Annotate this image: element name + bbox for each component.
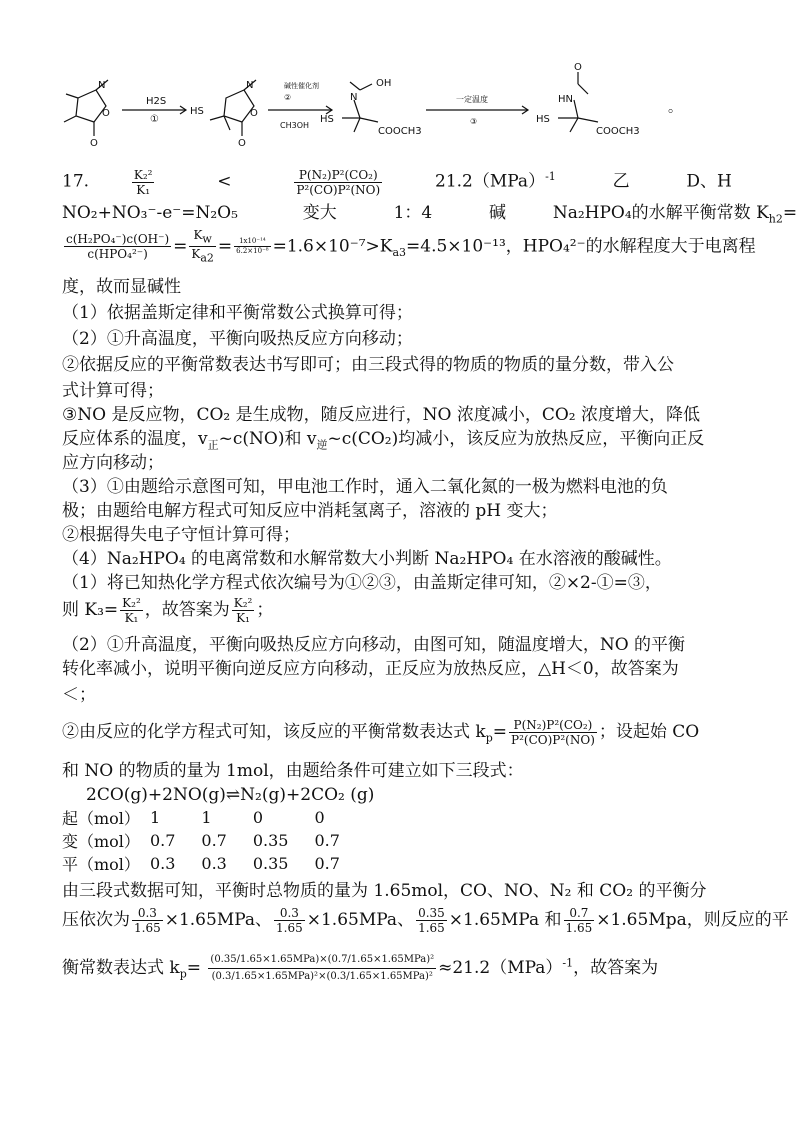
- hydrolysis-fraction-3-den: 6.2×10⁻⁸: [236, 247, 269, 256]
- reaction-scheme: [58, 60, 758, 170]
- reagent-base-catalyst: 碱性催化剂: [284, 82, 319, 90]
- ice-cell: 0: [252, 808, 264, 827]
- partial-no: $\frac{0.3}{1.65}$: [276, 906, 303, 935]
- answer-dh: D、H: [686, 171, 732, 192]
- k-fraction: [132, 168, 155, 197]
- explain-line-11: （4）Na₂HPO₄ 的电离常数和水解常数大小判断 Na₂HPO₄ 在水溶液的酸碱性。: [62, 549, 672, 569]
- explain-line-20: 压依次为 $\frac{0.3}{1.65}$ ×1.65MPa、 $\frac{0.3}{1.65}$ ×1.65MPa、 $\frac{0.35}{1.65}$ ×1.65MPa 和 $\frac{0.7}{1.65}$ ×1.65Mpa，则反应的平: [62, 906, 789, 935]
- answer-change: 变大: [302, 203, 337, 223]
- explain-line-21: 衡常数表达式 $k_p=$ $\frac{\text{(0.35/1.65×1.65MPa)×(0.7/1.65×1.65MPa)²}}{\text{(0.3/1.65×1.65MPa)²×(0.3/1.65×1.65MPa)²}}$ ≈21.2（MPa）$^{-1}$，故答案为: [62, 952, 762, 1016]
- kp-final-fraction: [208, 952, 436, 985]
- kp-fraction-num: P(N₂)P²(CO₂): [294, 168, 382, 183]
- hydrolysis-fraction-3: [234, 237, 270, 256]
- ice-cell: 0.7: [201, 831, 227, 850]
- ka2-den: $K_{a2}$: [191, 247, 214, 265]
- explain-line-9: 极；由题给电解方程式可知反应中消耗氢离子，溶液的 pH 变大；: [62, 501, 558, 521]
- oh-label: OH: [376, 78, 392, 89]
- n-label-3: N: [350, 92, 358, 103]
- hydrolysis-result: =1.6×10⁻⁷>K: [272, 236, 393, 257]
- ring-o-label-2: O: [250, 108, 258, 119]
- hydrolysis-fraction-2: [189, 228, 216, 266]
- explain-line-2: （2）①升高温度，平衡向吸热反应方向移动；: [62, 329, 413, 349]
- explain-line-7: 应方向移动；: [62, 453, 164, 473]
- ice-row-label: 平（mol）: [62, 855, 140, 874]
- explain-line-6: 反应体系的温度，$v_正\sim c(NO)$和 $v_逆\sim c(CO_2)$均减小，该反应为放热反应，平衡向正反: [62, 429, 705, 452]
- explain-line-18: 和 NO 的物质的量为 1mol，由题给条件可建立如下三段式：: [62, 761, 524, 781]
- reagent-temperature: 一定温度: [456, 95, 488, 104]
- ice-cell: 0.35: [252, 854, 289, 873]
- hydrolysis-fraction-1-den: c(HPO₄²⁻): [87, 247, 148, 262]
- explain-line-17: ②由反应的化学方程式可知，该反应的平衡常数表达式 $k_p=$ $\frac{\text{P(N₂)P²(CO₂)}}{\text{P²(CO)P²(NO)}}$ ；设起始 CO: [62, 718, 700, 747]
- ice-cell: 0.35: [252, 831, 289, 850]
- explain-line-15: 转化率减小，说明平衡向逆反应方向移动，正反应为放热反应，△H＜0，故答案为: [62, 659, 679, 679]
- hydrolysis-sub: h2: [768, 212, 783, 226]
- ester-label-2: COOCH3: [596, 126, 640, 137]
- ice-row-label: 变（mol）: [62, 832, 140, 851]
- hs-label-1: HS: [190, 106, 204, 117]
- kp-final-num: (0.35/1.65×1.65MPa)×(0.7/1.65×1.65MPa)²: [208, 952, 436, 969]
- explain-line-4: 式计算可得；: [62, 381, 164, 401]
- hydrolysis-fraction-1-num: c(H₂PO₄⁻)c(OH⁻): [66, 232, 170, 247]
- period: 。: [668, 100, 682, 116]
- ring-n-label: N: [98, 80, 106, 91]
- reaction-scheme-drawing: [58, 60, 758, 170]
- hn-label: HN: [558, 94, 573, 105]
- kp-exp: -1: [545, 170, 556, 183]
- ice-cell: 0.3: [201, 854, 227, 873]
- carbonyl-o-label-2: O: [238, 138, 246, 149]
- k-fraction-den: K₁: [136, 182, 151, 197]
- answer-yi: 乙: [612, 171, 630, 192]
- reagent-h2s: H2S: [146, 96, 167, 107]
- explain-line-1: （1）依据盖斯定律和平衡常数公式换算可得；: [62, 303, 413, 323]
- explain-line-10: ②根据得失电子守恒计算可得；: [62, 525, 300, 545]
- ice-cell: 0.7: [314, 831, 340, 850]
- explain-line-8: （3）①由题给示意图可知，甲电池工作时，通入二氧化氮的一极为燃料电池的负: [62, 477, 668, 497]
- answer-line-4: 度，故而显碱性: [62, 277, 181, 297]
- explain-line-19: 由三段式数据可知，平衡时总物质的量为 1.65mol，CO、NO、N₂ 和 CO₂ 的平衡分: [62, 881, 707, 901]
- ice-row-label: 起（mol）: [62, 809, 140, 828]
- ice-row: [62, 829, 366, 852]
- partial-n2: $\frac{0.35}{1.65}$: [418, 906, 445, 935]
- kp-value: 21.2（MPa）: [435, 171, 546, 192]
- kp-fraction: [294, 168, 382, 197]
- explain-line-5: ③NO 是反应物，CO₂ 是生成物，随反应进行，NO 浓度减小，CO₂ 浓度增大，降低: [62, 405, 700, 425]
- step-3: ③: [470, 117, 478, 126]
- hydrolysis-fraction-1: [64, 232, 171, 261]
- explain-line-13: 则 K₃= $\frac{\text{K₂²}}{\text{K₁}}$ ，故答案为 $\frac{\text{K₂²}}{\text{K₁}}$ ；: [62, 596, 274, 625]
- reagent-methanol: CH3OH: [280, 121, 310, 130]
- question-number: 17.: [62, 171, 90, 192]
- step-1: ①: [150, 114, 159, 125]
- explain-line-16: ＜；: [62, 685, 96, 705]
- hydrolysis-fraction-3-num: 1x10⁻¹⁴: [234, 237, 270, 247]
- ring-o-label: O: [102, 108, 110, 119]
- k3-fraction: $\frac{\text{K₂²}}{\text{K₁}}$: [122, 596, 141, 625]
- answer-base: 碱: [489, 203, 507, 223]
- carbonyl-o-label: O: [90, 138, 98, 149]
- k-fraction-num: K₂²: [133, 167, 153, 182]
- ice-row: [62, 806, 366, 829]
- answer-line-3: $\frac{\text{c(H₂PO₄⁻)c(OH⁻)}}{\text{c(HPO₄²⁻)}}$ = $\frac{K_w}{K_{a2}}$ = $\frac{\text{1x10⁻¹⁴}}{\text{6.2×10⁻⁸}}$ $=1.6\times 10^{-7}>K_{a3}=4.5\times 10^{-13}$，HPO₄²⁻的水解程度大于电离程: [66, 228, 756, 265]
- answer-ratio: 1：4: [393, 203, 433, 223]
- answer-line-17: [62, 166, 762, 196]
- kp-fraction-den: P²(CO)P²(NO): [296, 182, 381, 197]
- kw-num: $K_w$: [189, 228, 216, 247]
- anode-equation: NO₂+NO₃⁻-e⁻=N₂O₅: [62, 203, 238, 223]
- partial-co: $\frac{0.3}{1.65}$: [134, 906, 161, 935]
- ice-cell: 0.7: [149, 831, 176, 850]
- explain-line-12: （1）将已知热化学方程式依次编号为①②③，由盖斯定律可知，②×2-①=③，: [62, 573, 662, 593]
- ice-cell: 0: [314, 808, 325, 827]
- carbonyl-o-label-4: O: [574, 62, 582, 73]
- ice-cell: 0.7: [314, 854, 340, 873]
- equilibrium-equation: 2CO(g)+2NO(g)⇌N₂(g)+2CO₂ (g): [86, 785, 375, 805]
- hs-label-2: HS: [320, 114, 334, 125]
- ice-table: [62, 806, 366, 875]
- hs-label-3: HS: [536, 114, 550, 125]
- ice-cell: 1: [149, 808, 161, 827]
- kp-expression-fraction: $\frac{\text{P(N₂)P²(CO₂)}}{\text{P²(CO)P²(NO)}}$: [511, 718, 595, 747]
- ice-row: [62, 852, 366, 875]
- answer-line-2: [62, 202, 798, 230]
- partial-co2: $\frac{0.7}{1.65}$: [565, 906, 593, 935]
- ring-n-label-2: N: [246, 80, 254, 91]
- ice-cell: 1: [201, 808, 212, 827]
- kp-final-den: (0.3/1.65×1.65MPa)²×(0.3/1.65×1.65MPa)²: [211, 971, 433, 982]
- hydrolysis-eq: =: [782, 203, 798, 223]
- ice-cell: 0.3: [149, 854, 176, 873]
- k3-answer-fraction: $\frac{\text{K₂²}}{\text{K₁}}$: [233, 596, 253, 625]
- less-than: <: [217, 171, 232, 192]
- explain-line-3: ②依据反应的平衡常数表达书写即可；由三段式得的物质的物质的量分数，带入公: [62, 355, 674, 375]
- step-2: ②: [284, 93, 292, 102]
- ka3-sub: a3: [392, 245, 407, 259]
- hydrolysis-tail: =4.5×10⁻¹³，HPO₄²⁻的水解程度大于电离程: [406, 236, 756, 257]
- hydrolysis-lead: Na₂HPO₄的水解平衡常数 K: [552, 203, 769, 223]
- ester-label-1: COOCH3: [378, 126, 422, 137]
- explain-line-14: （2）①升高温度，平衡向吸热反应方向移动，由图可知，随温度增大，NO 的平衡: [62, 635, 686, 655]
